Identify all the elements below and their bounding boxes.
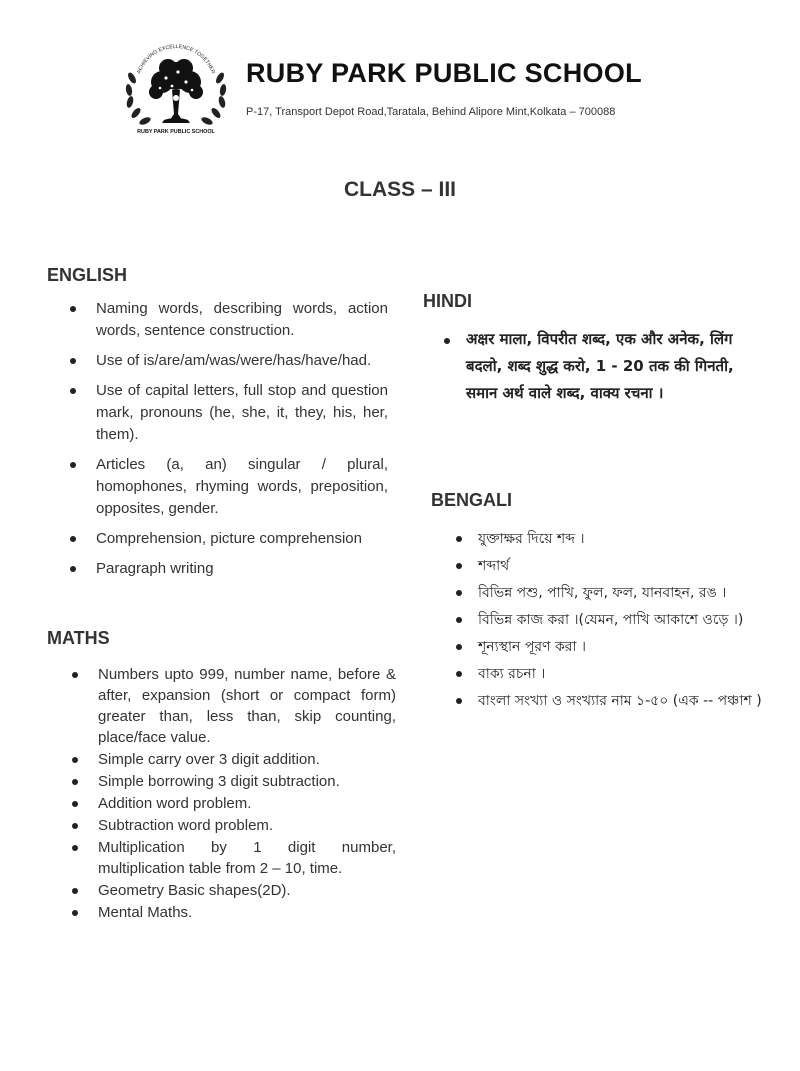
hindi-heading: HINDI: [423, 291, 472, 311]
logo-school-label: RUBY PARK PUBLIC SCHOOL: [137, 129, 215, 135]
list-item: Simple borrowing 3 digit subtraction.: [68, 771, 396, 792]
school-logo: [120, 38, 232, 138]
list-item: Use of is/are/am/was/were/has/have/had.: [66, 350, 388, 372]
list-item: Numbers upto 999, number name, before & after, expansion (short or compact form) greater than, less than, skip counting, place/face value.: [68, 664, 396, 748]
bengali-heading: BENGALI: [431, 490, 512, 510]
list-item: Subtraction word problem.: [68, 815, 396, 836]
list-item: যুক্তাক্ষর দিয়ে শব্দ ।: [452, 528, 782, 550]
bengali-topic-list: [452, 528, 782, 717]
english-heading: ENGLISH: [47, 265, 128, 285]
english-topic-list: [66, 298, 388, 588]
list-item: Articles (a, an) singular / plural, homophones, rhyming words, preposition, opposites, gender.: [66, 454, 388, 520]
maths-heading: MATHS: [47, 628, 110, 648]
school-address: P-17, Transport Depot Road,Taratala, Behind Alipore Mint,Kolkata – 700088: [246, 106, 616, 118]
tree-emblem-icon: [120, 38, 232, 138]
list-item: বিভিন্ন কাজ করা ।(যেমন, পাখি আকাশে ওড়ে ।): [452, 609, 782, 631]
list-item: Multiplication by 1 digit number, multiplication table from 2 – 10, time.: [68, 837, 396, 879]
hindi-topic-list: [438, 326, 768, 407]
class-title: CLASS – III: [343, 178, 457, 201]
list-item: Naming words, describing words, action words, sentence construction.: [66, 298, 388, 342]
list-item: Comprehension, picture comprehension: [66, 528, 388, 550]
list-item: अक्षर माला, विपरीत शब्द, एक और अनेक, लिंग बदलो, शब्द शुद्ध करो, 1 - 20 तक की गिनती, समान अर्थ वाले शब्द, वाक्य रचना ।: [438, 326, 768, 407]
list-item: Mental Maths.: [68, 902, 396, 923]
list-item: বিভিন্ন পশু, পাখি, ফুল, ফল, যানবাহন, রঙ ।: [452, 582, 782, 604]
list-item: Use of capital letters, full stop and question mark, pronouns (he, she, it, they, his, her, them).: [66, 380, 388, 446]
list-item: Geometry Basic shapes(2D).: [68, 880, 396, 901]
school-name: RUBY PARK PUBLIC SCHOOL: [246, 58, 642, 88]
list-item: Simple carry over 3 digit addition.: [68, 749, 396, 770]
list-item: শূন্যস্থান পূরণ করা ।: [452, 636, 782, 658]
maths-topic-list: [68, 664, 396, 924]
list-item: Addition word problem.: [68, 793, 396, 814]
list-item: বাক্য রচনা ।: [452, 663, 782, 685]
list-item: শব্দার্থ: [452, 555, 782, 577]
logo-motto: ACHIEVING EXCELLENCE TOGETHER: [136, 43, 216, 75]
list-item: Paragraph writing: [66, 558, 388, 580]
list-item: বাংলা সংখ্যা ও সংখ্যার নাম ১-৫০ (এক -- পঞ্চাশ ): [452, 690, 782, 712]
